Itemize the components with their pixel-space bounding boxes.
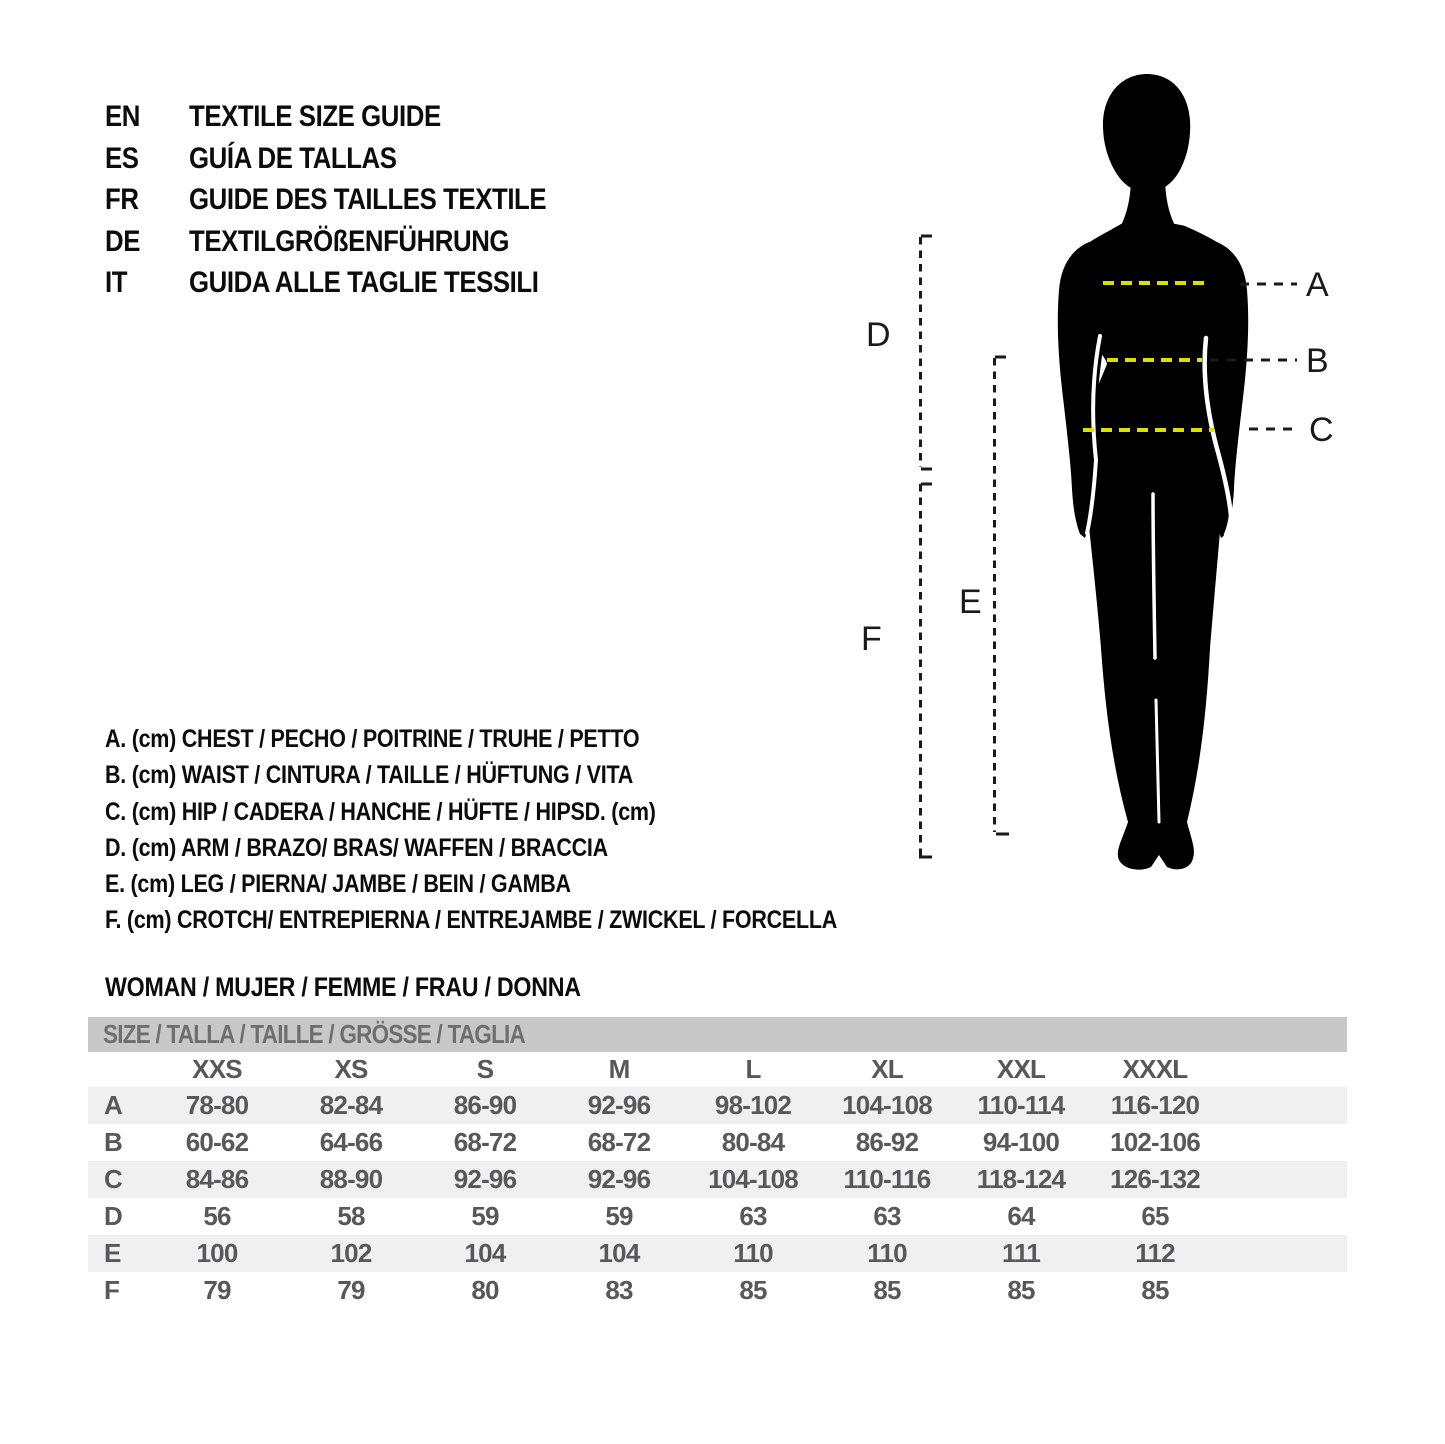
row-label: C — [104, 1164, 122, 1194]
table-row-b — [88, 1124, 1347, 1161]
marker-label-e: E — [959, 583, 982, 621]
table-cell: 63 — [873, 1201, 901, 1231]
table-cell: 56 — [203, 1201, 231, 1231]
table-cell: 110-116 — [843, 1164, 931, 1194]
legend-line-e: E. (cm) LEG / PIERNA/ JAMBE / BEIN / GAMBA — [105, 870, 571, 899]
table-row-f — [88, 1272, 1347, 1309]
table-cell: 64 — [1007, 1201, 1035, 1231]
size-col-header: XXXL — [1122, 1054, 1188, 1084]
table-cell: 64-66 — [319, 1127, 383, 1157]
table-cell: 111 — [1001, 1238, 1041, 1268]
table-cell: 86-92 — [855, 1127, 919, 1157]
measurement-legend — [105, 721, 956, 939]
table-cell: 78-80 — [185, 1090, 249, 1120]
table-cell: 63 — [739, 1201, 767, 1231]
table-cell: 104-108 — [708, 1164, 798, 1194]
lang-row-en — [105, 96, 604, 138]
table-cell: 85 — [1141, 1275, 1169, 1305]
table-cell: 102-106 — [1110, 1127, 1200, 1157]
lang-row-it — [105, 262, 604, 304]
thigh-gap — [1153, 494, 1155, 658]
table-cell: 58 — [337, 1201, 365, 1231]
table-cell: 100 — [196, 1238, 238, 1268]
table-cell: 104 — [598, 1238, 640, 1268]
table-cell: 79 — [337, 1275, 365, 1305]
language-header — [105, 96, 604, 304]
table-cell: 88-90 — [319, 1164, 383, 1194]
lang-row-es — [105, 138, 604, 180]
table-cell: 92-96 — [587, 1164, 651, 1194]
table-row-a — [88, 1087, 1347, 1124]
size-col-header: XL — [871, 1054, 903, 1084]
table-cell: 80-84 — [721, 1127, 785, 1157]
row-label: A — [104, 1090, 122, 1120]
marker-label-f: F — [861, 620, 882, 658]
size-col-header: XS — [334, 1054, 368, 1084]
table-size-row — [88, 1052, 1347, 1087]
table-cell: 83 — [605, 1275, 633, 1305]
table-cell: 110-114 — [977, 1090, 1065, 1120]
table-cell: 59 — [471, 1201, 499, 1231]
size-col-header: XXS — [192, 1054, 242, 1084]
table-cell: 112 — [1135, 1238, 1175, 1268]
arm-dimension-ticks — [921, 236, 932, 469]
table-cell: 65 — [1141, 1201, 1169, 1231]
legend-line-c: C. (cm) HIP / CADERA / HANCHE / HÜFTE / HIPSD. (cm) — [105, 797, 656, 826]
table-cell: 98-102 — [714, 1090, 792, 1120]
table-cell: 126-132 — [1110, 1164, 1200, 1194]
lang-title: TEXTILE SIZE GUIDE — [189, 100, 441, 133]
table-cell: 84-86 — [185, 1164, 249, 1194]
table-row-e — [88, 1235, 1347, 1272]
body-measurement-diagram — [840, 60, 1340, 890]
legend-line-d: D. (cm) ARM / BRAZO/ BRAS/ WAFFEN / BRACCIA — [105, 833, 608, 862]
lang-code: FR — [105, 183, 139, 216]
table-cell: 92-96 — [587, 1090, 651, 1120]
table-cell: 92-96 — [453, 1164, 517, 1194]
leg-dimension-ticks — [995, 357, 1009, 834]
table-cell: 104-108 — [842, 1090, 932, 1120]
marker-label-b: B — [1306, 342, 1329, 380]
table-cell: 59 — [605, 1201, 633, 1231]
table-cell: 79 — [203, 1275, 231, 1305]
lang-title: GUIDE DES TAILLES TEXTILE — [189, 183, 547, 216]
row-label: B — [104, 1127, 122, 1157]
size-col-header: XXL — [996, 1054, 1046, 1084]
table-header-bar — [88, 1017, 1347, 1052]
row-label: F — [104, 1275, 120, 1305]
table-cell: 60-62 — [185, 1127, 249, 1157]
marker-label-d: D — [866, 316, 891, 354]
table-cell: 118-124 — [976, 1164, 1066, 1194]
legend-line-f: F. (cm) CROTCH/ ENTREPIERNA / ENTREJAMBE / ZWICKEL / FORCELLA — [105, 906, 838, 935]
row-label: D — [104, 1201, 122, 1231]
lang-code: EN — [105, 100, 140, 133]
lang-title: TEXTILGRÖßENFÜHRUNG — [189, 224, 510, 258]
lang-code: IT — [105, 266, 128, 299]
lang-code: ES — [105, 141, 139, 175]
table-cell: 102 — [330, 1238, 372, 1268]
table-cell: 104 — [464, 1238, 506, 1268]
lang-title: GUIDA ALLE TAGLIE TESSILI — [189, 266, 539, 299]
lang-title: GUÍA DE TALLAS — [189, 141, 397, 175]
marker-label-a: A — [1306, 266, 1329, 304]
table-cell: 85 — [739, 1275, 767, 1305]
legend-line-a: A. (cm) CHEST / PECHO / POITRINE / TRUHE / PETTO — [105, 725, 640, 753]
size-col-header: M — [608, 1054, 630, 1084]
table-row-c — [88, 1161, 1347, 1198]
table-cell: 86-90 — [453, 1090, 517, 1120]
table-cell: 68-72 — [587, 1127, 651, 1157]
table-cell: 116-120 — [1110, 1090, 1200, 1120]
size-table — [88, 1017, 1347, 1309]
size-col-header: S — [476, 1054, 494, 1084]
table-cell: 94-100 — [982, 1127, 1060, 1157]
table-cell: 80 — [471, 1275, 499, 1305]
table-cell: 68-72 — [453, 1127, 517, 1157]
lang-row-de — [105, 221, 604, 263]
table-row-d — [88, 1198, 1347, 1235]
legend-line-b: B. (cm) WAIST / CINTURA / TAILLE / HÜFTUNG / VITA — [105, 761, 634, 790]
row-label: E — [104, 1238, 121, 1268]
table-cell: 110 — [867, 1238, 907, 1268]
table-cell: 85 — [873, 1275, 901, 1305]
table-cell: 110 — [733, 1238, 773, 1268]
marker-label-c: C — [1309, 411, 1334, 449]
table-cell: 82-84 — [319, 1090, 383, 1120]
lang-row-fr — [105, 179, 604, 221]
table-header-label: SIZE / TALLA / TAILLE / GRÖSSE / TAGLIA — [103, 1019, 526, 1049]
size-col-header: L — [745, 1054, 761, 1084]
section-title-woman: WOMAN / MUJER / FEMME / FRAU / DONNA — [105, 972, 581, 1002]
table-cell: 85 — [1007, 1275, 1035, 1305]
lang-code: DE — [105, 224, 140, 258]
